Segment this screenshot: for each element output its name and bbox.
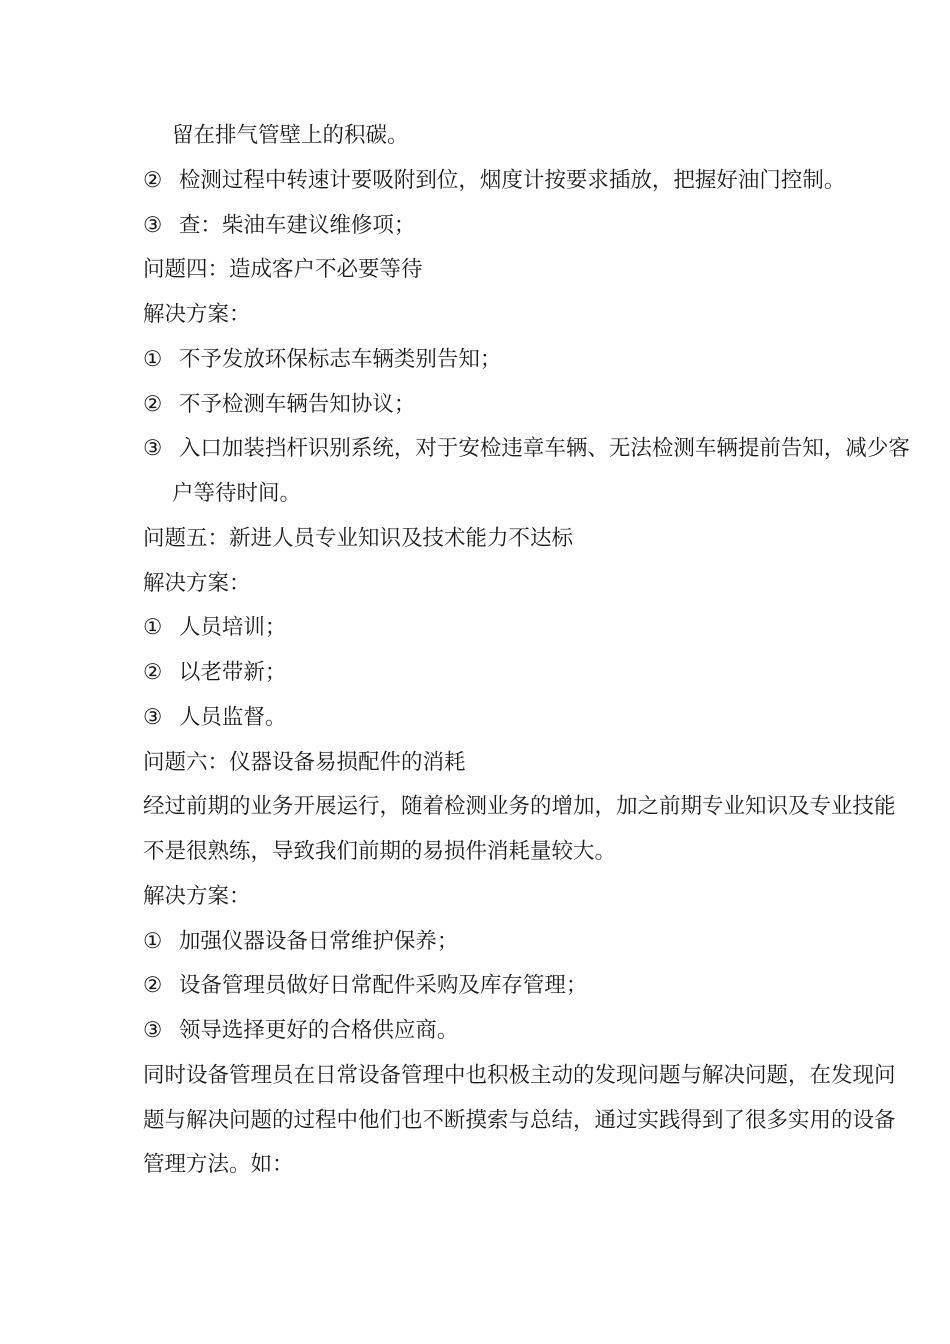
line-text: 经过前期的业务开展运行，随着检测业务的增加，加之前期专业知识及专业技能 xyxy=(143,794,896,820)
document-line xyxy=(143,696,853,741)
document-line xyxy=(143,1143,853,1188)
line-text: 同时设备管理员在日常设备管理中也积极主动的发现问题与解决问题，在发现问 xyxy=(143,1062,896,1088)
line-text: 检测过程中转速计要吸附到位，烟度计按要求插放，把握好油门控制。 xyxy=(178,167,846,193)
line-text: 查：柴油车建议维修项； xyxy=(178,212,416,238)
item-number-marker: ③ xyxy=(143,704,163,730)
line-text: 加强仪器设备日常维护保养； xyxy=(178,928,459,954)
document-line xyxy=(143,204,853,249)
line-text: 问题五：新进人员专业知识及技术能力不达标 xyxy=(143,525,574,551)
line-text: 留在排气管壁上的积碳。 xyxy=(172,123,409,148)
document-line xyxy=(143,830,853,875)
document-line xyxy=(143,1009,853,1054)
document-line xyxy=(143,606,853,651)
line-text: 解决方案： xyxy=(143,570,251,596)
line-text: 解决方案： xyxy=(143,302,251,327)
item-number-marker: ③ xyxy=(143,436,163,462)
line-text: 以老带新； xyxy=(178,660,287,685)
line-text: 户等待时间。 xyxy=(172,481,302,506)
line-text: 管理方法。如： xyxy=(143,1152,294,1178)
line-text: 不是很熟练，导致我们前期的易损件消耗量较大。 xyxy=(143,839,617,864)
document-line xyxy=(143,875,853,920)
item-number-marker: ② xyxy=(143,391,163,417)
document-line xyxy=(143,741,853,786)
line-text: 不予检测车辆告知协议； xyxy=(178,391,416,417)
item-number-marker: ③ xyxy=(143,212,163,238)
line-text: 不予发放环保标志车辆类别告知； xyxy=(178,346,502,372)
document-line xyxy=(143,159,853,204)
item-number-marker: ② xyxy=(143,167,163,193)
item-number-marker: ① xyxy=(143,615,163,641)
line-text: 问题六：仪器设备易损配件的消耗 xyxy=(143,749,466,775)
item-number-marker: ① xyxy=(143,346,163,372)
item-number-marker: ② xyxy=(143,660,163,685)
item-number-marker: ② xyxy=(143,973,163,999)
line-text: 人员监督。 xyxy=(178,704,287,730)
document-content xyxy=(143,114,910,1188)
document-line xyxy=(143,293,853,338)
document-line xyxy=(143,114,853,159)
line-text: 人员培训； xyxy=(178,615,287,641)
line-text: 设备管理员做好日常配件采购及库存管理； xyxy=(178,973,588,999)
document-line xyxy=(143,920,853,965)
document-line xyxy=(143,472,853,517)
document-line xyxy=(143,562,853,607)
line-text: 入口加装挡杆识别系统，对于安检违章车辆、无法检测车辆提前告知，减少客 xyxy=(178,436,910,462)
document-line xyxy=(143,517,853,562)
document-line xyxy=(143,1054,896,1099)
document-line xyxy=(143,248,853,293)
document-line xyxy=(143,1099,896,1144)
document-line xyxy=(143,383,853,428)
document-line xyxy=(143,964,853,1009)
item-number-marker: ① xyxy=(143,928,163,954)
document-line xyxy=(143,785,896,830)
document-line xyxy=(143,338,853,383)
document-line xyxy=(143,651,853,696)
line-text: 题与解决问题的过程中他们也不断摸索与总结，通过实践得到了很多实用的设备 xyxy=(143,1107,896,1133)
line-text: 问题四：造成客户不必要等待 xyxy=(143,257,423,283)
line-text: 解决方案： xyxy=(143,883,251,909)
line-text: 领导选择更好的合格供应商。 xyxy=(178,1018,459,1043)
document-line xyxy=(143,427,910,472)
item-number-marker: ③ xyxy=(143,1018,163,1043)
